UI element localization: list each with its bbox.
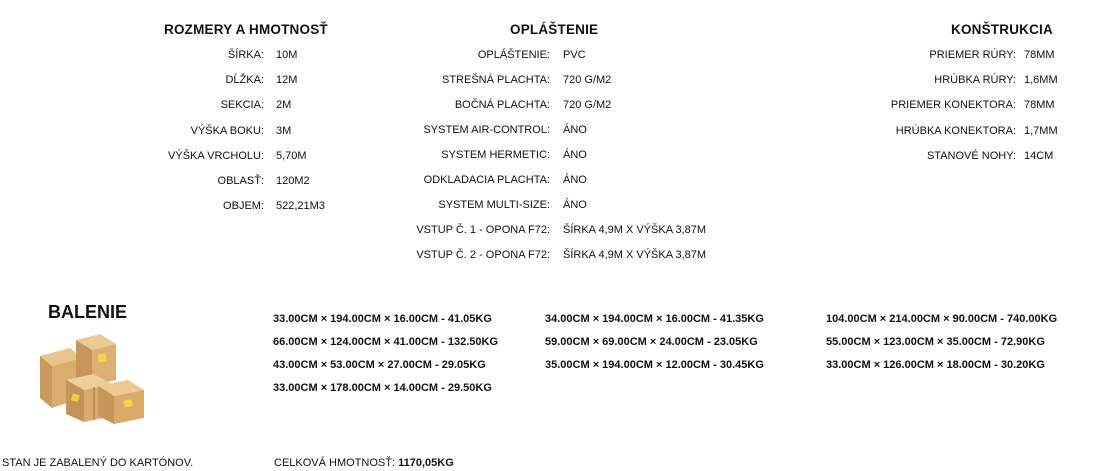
- dimension-label: ŠÍRKA:: [227, 49, 264, 61]
- packaging-note: STAN JE ZABALENÝ DO KARTÓNOV.: [2, 457, 194, 469]
- covering-value: 720 G/M2: [563, 99, 612, 111]
- section-title-covering: OPLÁŠTENIE: [510, 22, 599, 37]
- construction-value: 1,6MM: [1024, 74, 1058, 87]
- covering-value: ÁNO: [563, 124, 587, 136]
- package-item: 55.00CM × 123.00CM × 35.00CM - 72.90KG: [826, 336, 1045, 348]
- total-weight-label: CELKOVÁ HMOTNOSŤ:: [274, 457, 396, 469]
- covering-label: VSTUP Č. 1 - OPONA F72:: [416, 224, 550, 236]
- package-item: 43.00CM × 53.00CM × 27.00CM - 29.05KG: [273, 359, 486, 371]
- covering-value: ŠÍRKA 4,9M X VÝŠKA 3,87M: [563, 249, 707, 261]
- construction-label: STANOVÉ NOHY:: [926, 149, 1016, 162]
- construction-value: 1,7MM: [1024, 124, 1058, 137]
- package-item: 34.00CM × 194.00CM × 16.00CM - 41.35KG: [545, 313, 764, 325]
- covering-label: OPLÁŠTENIE:: [477, 49, 550, 61]
- package-item: 59.00CM × 69.00CM × 24.00CM - 23.05KG: [545, 336, 758, 348]
- dimension-value: 120M2: [276, 175, 310, 187]
- section-title-dimensions: ROZMERY A HMOTNOSŤ: [164, 22, 328, 37]
- covering-label: ODKLADACIA PLACHTA:: [423, 174, 550, 186]
- covering-value: ÁNO: [563, 149, 587, 161]
- construction-label: PRIEMER RÚRY:: [929, 49, 1016, 61]
- dimension-label: OBJEM:: [223, 200, 264, 213]
- package-item: 104.00CM × 214.00CM × 90.00CM - 740.00KG: [826, 313, 1058, 325]
- total-weight: [274, 457, 454, 469]
- covering-value: ÁNO: [563, 199, 587, 211]
- cardboard-boxes-icon: [36, 334, 148, 426]
- dimension-value: 12M: [276, 74, 298, 87]
- package-item: 33.00CM × 178.00CM × 14.00CM - 29.50KG: [273, 382, 492, 394]
- dimension-value: 10M: [276, 49, 298, 61]
- covering-label: STREŠNÁ PLACHTA:: [442, 74, 550, 86]
- construction-value: 78MM: [1024, 49, 1055, 61]
- package-item: 66.00CM × 124.00CM × 41.00CM - 132.50KG: [273, 336, 499, 348]
- dimension-value: 2M: [276, 99, 292, 112]
- construction-value: 14CM: [1024, 149, 1054, 162]
- dimension-label: SEKCIA:: [220, 99, 264, 112]
- package-item: 33.00CM × 126.00CM × 18.00CM - 30.20KG: [826, 359, 1045, 371]
- construction-value: 78MM: [1024, 99, 1055, 112]
- covering-value: 720 G/M2: [563, 74, 612, 86]
- dimension-value: 3M: [276, 124, 292, 137]
- package-item: 35.00CM × 194.00CM × 12.00CM - 30.45KG: [545, 359, 764, 371]
- dimension-value: 522,21M3: [276, 200, 325, 213]
- dimension-label: VÝŠKA VRCHOLU:: [168, 149, 264, 162]
- covering-label: SYSTEM HERMETIC:: [441, 149, 550, 161]
- package-item: 33.00CM × 194.00CM × 16.00CM - 41.05KG: [273, 313, 492, 325]
- covering-label: VSTUP Č. 2 - OPONA F72:: [416, 249, 550, 261]
- construction-label: HRÚBKA KONEKTORA:: [895, 124, 1016, 137]
- covering-value: ŠÍRKA 4,9M X VÝŠKA 3,87M: [563, 224, 707, 236]
- construction-label: HRÚBKA RÚRY:: [934, 74, 1016, 87]
- section-title-construction: KONŠTRUKCIA: [951, 22, 1053, 37]
- covering-label: SYSTEM AIR-CONTROL:: [423, 124, 550, 136]
- dimension-label: OBLASŤ:: [217, 175, 264, 187]
- covering-value: ÁNO: [563, 174, 587, 186]
- construction-label: PRIEMER KONEKTORA:: [890, 99, 1016, 112]
- packaging-title: BALENIE: [48, 302, 128, 322]
- covering-value: PVC: [563, 49, 586, 61]
- covering-label: SYSTEM MULTI-SIZE:: [438, 199, 550, 211]
- total-weight-value: 1170,05KG: [398, 457, 454, 469]
- covering-label: BOČNÁ PLACHTA:: [454, 99, 550, 111]
- dimension-value: 5,70M: [276, 149, 307, 162]
- dimension-label: DĹŽKA:: [225, 74, 264, 87]
- dimension-label: VÝŠKA BOKU:: [190, 124, 264, 137]
